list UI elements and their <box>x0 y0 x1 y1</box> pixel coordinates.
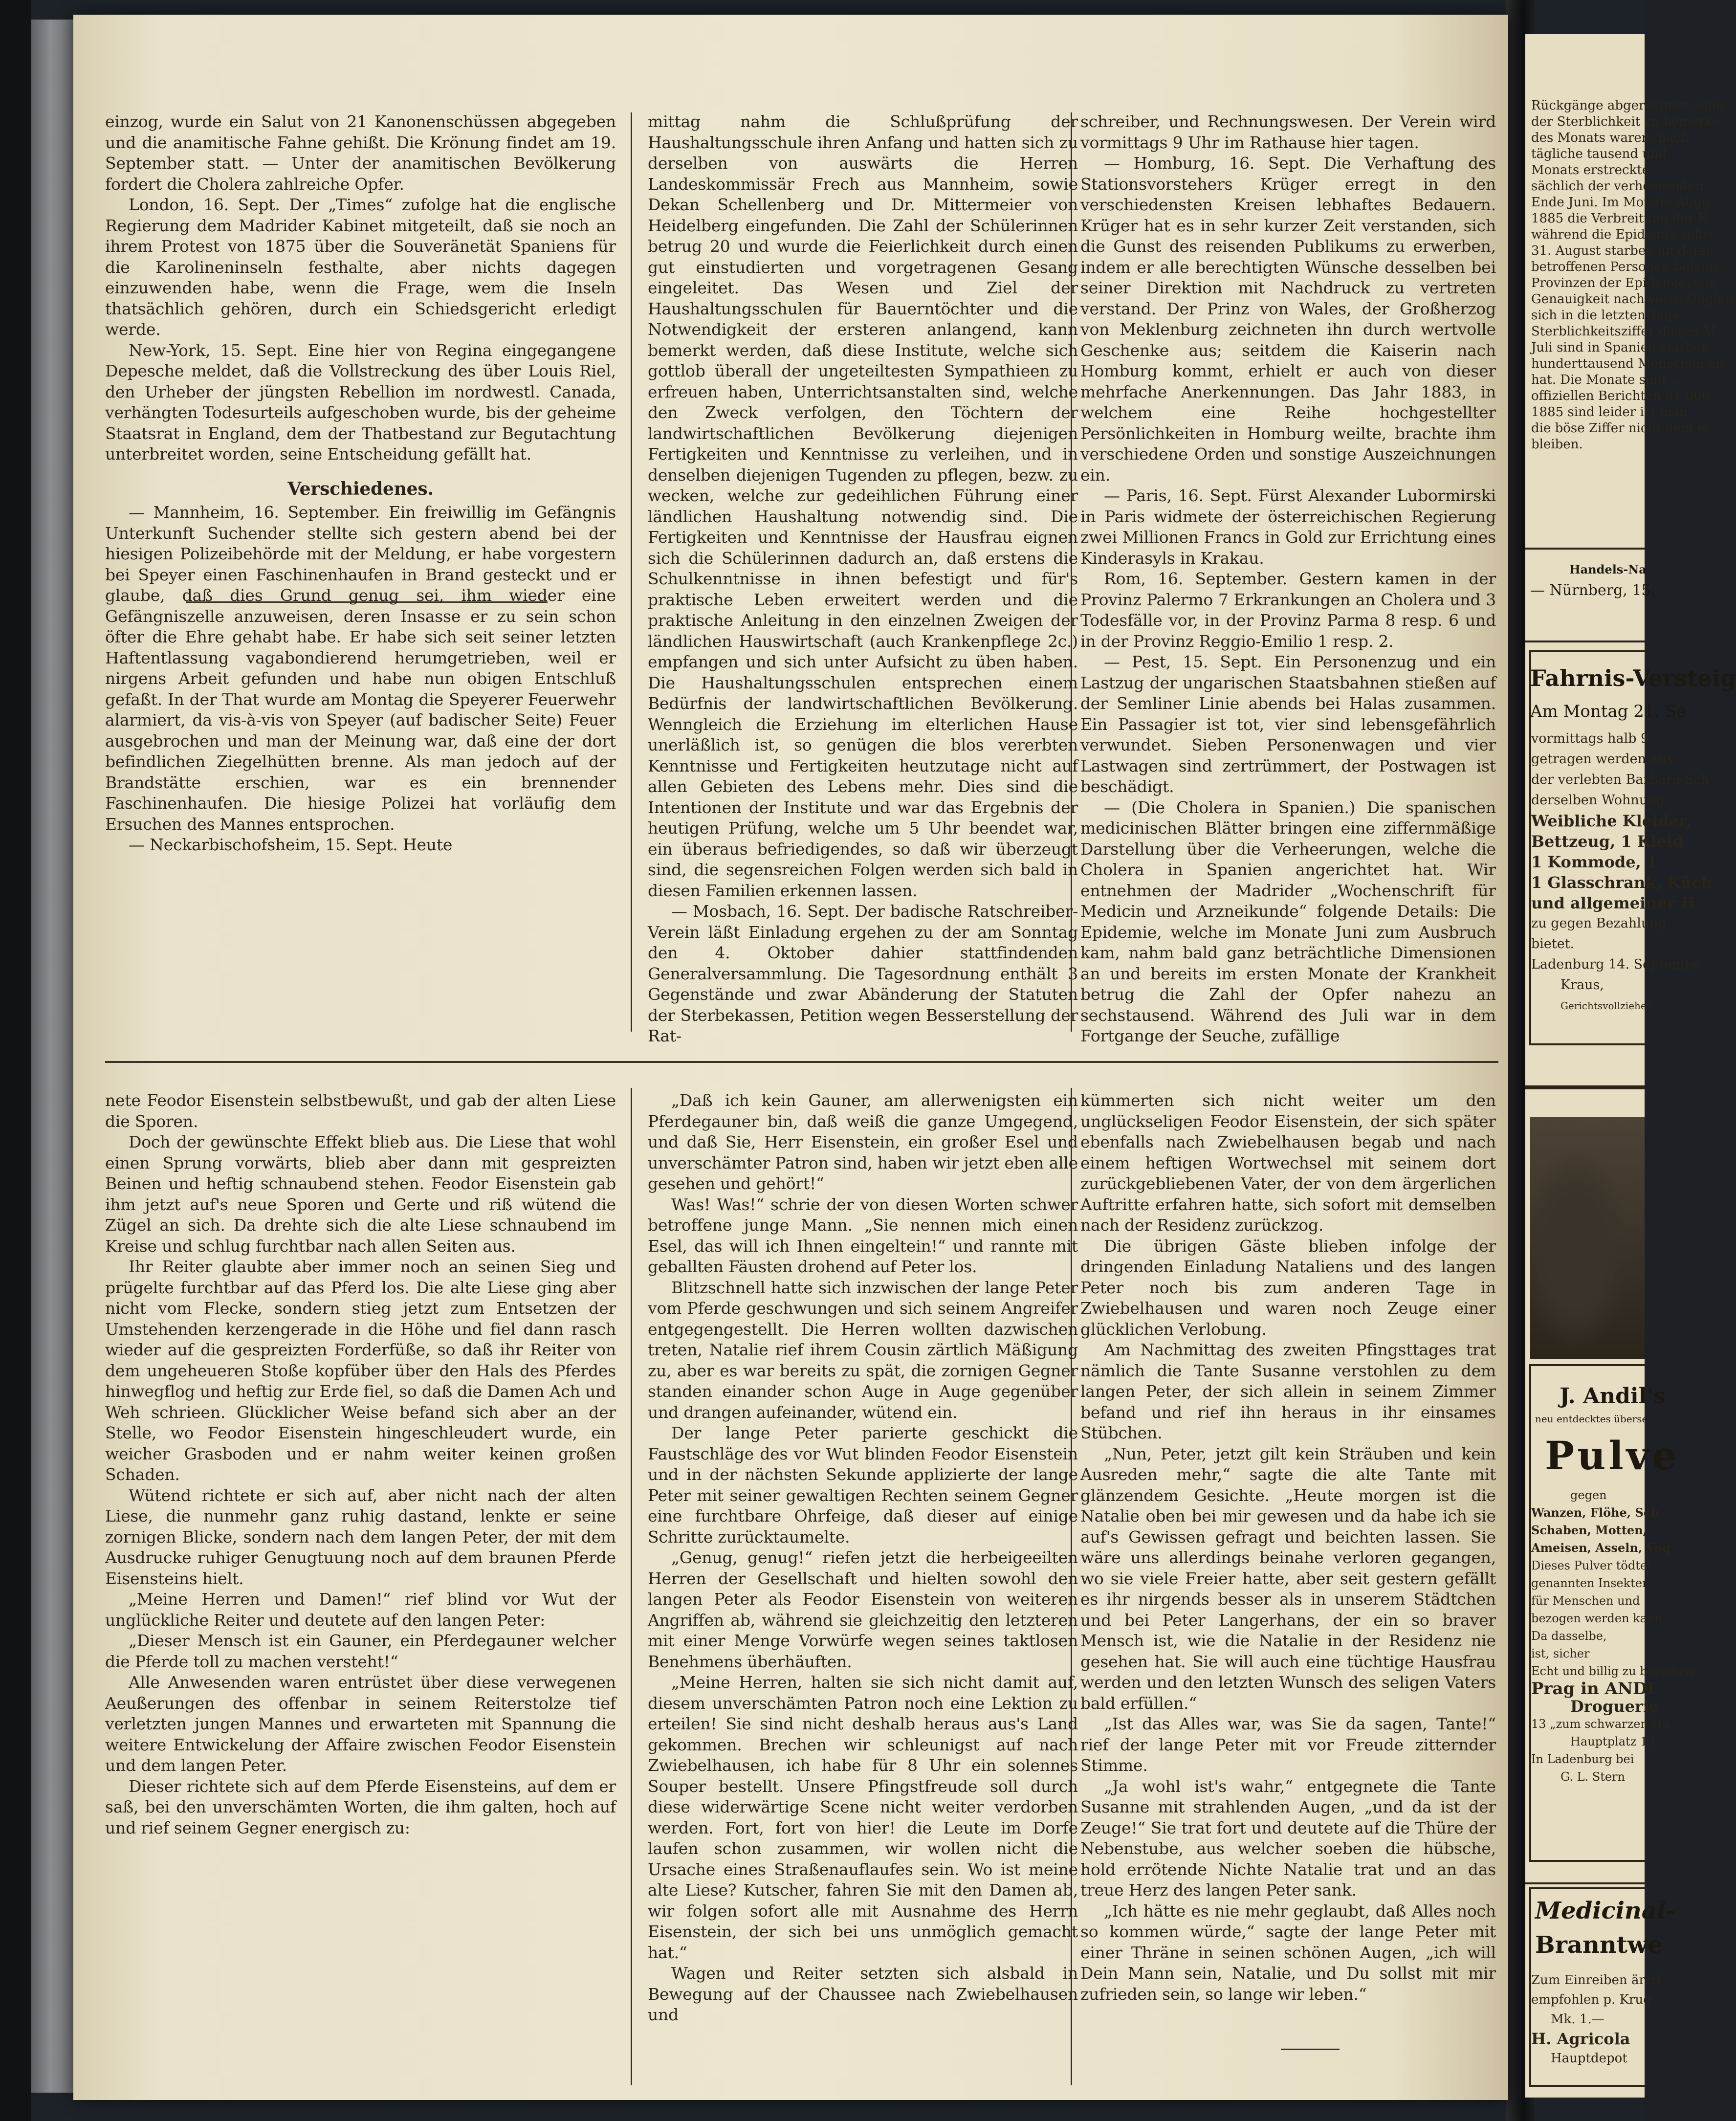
story-paragraph: „Ist das Alles war, was Sie da sagen, Tante!“ rief der lange Peter mit vor Freude zitternder Stimme. <box>1080 1714 1496 1775</box>
story-paragraph: „Ich hätte es nie mehr geglaubt, daß Alles noch so kommen würde,“ sagte der lange Peter mit einer Thräne in seinen schönen Augen, „ich will Dein Mann sein, Natalie, und Du sollst mit mir zufrieden sein, so lange wir leben.“ <box>1080 1901 1496 2004</box>
feuilleton-column-2 <box>648 1090 1078 2078</box>
medicinal-advert-text: Zum Einreiben ärztl empfohlen p. Krug Mk. 1.— H. Agricola Hauptdepot <box>1531 1973 1661 2066</box>
article-ratschreiber-cont: schreiber, und Rechnungswesen. Der Verein wird vormittags 9 Uhr im Rathause hier tagen. <box>1080 112 1496 152</box>
branntwein-heading: Branntwe <box>1535 1931 1663 1959</box>
handels-heading: Handels-Na <box>1569 562 1647 576</box>
story-paragraph: „Meine Herren, halten sie sich nicht damit auf, diesem unverschämten Patron noch eine Lektion zu erteilen! Sie sind nicht deshalb heraus aus's Land gekommen. Brechen wir schleunigst auf nach Zwiebelhausen, ich habe für 8 Uhr ein solennes Souper bestellt. Unsere Pfingstfreude soll durch diese widerwärtige Scene nicht weiter verdorben werden. Fort, fort von hier! die Leute im Dorfe laufen schon zusammen, wir wollen nicht die Ursache eines Straßenauflaufes sein. Wo ist meine alte Liese? Kutscher, fahren Sie mit den Damen ab, wir folgen sofort alle mit Ausnahme des Herrn Eisenstein, der sich bei uns unmöglich gemacht hat.“ <box>648 1673 1078 1962</box>
story-paragraph: „Dieser Mensch ist ein Gauner, ein Pferdegauner welcher die Pferde toll zu machen versteht!“ <box>105 1631 616 1671</box>
story-paragraph: kümmerten sich nicht weiter um den unglückseligen Feodor Eisenstein, der sich später ebenfalls nach Zwiebelhausen begab und nach einem heftigen Wortwechsel mit seinem dort zurückgebliebenen Vater, der von dem ärgerlichen Auftritte erfahren hatte, sich sofort mit demselben nach der Residenz zurückzog. <box>1080 1091 1496 1235</box>
story-paragraph: „Nun, Peter, jetzt gilt kein Sträuben und kein Ausreden mehr,“ sagte die alte Tante mit glänzendem Gesichte. „Heute morgen ist die Natalie oben bei mir gewesen und da habe ich sie auf's Gewissen gefragt und beichten lassen. Sie wäre uns allerdings beinahe verloren gegangen, wo sie viele Freier hatte, aber seit gestern gefällt es ihr nirgends besser als in unserem Städtchen und bei Peter Langerhans, der ein so braver Mensch ist, wie die Natalie in der Residenz nie gesehen hat. Sie will auch eine tüchtige Hausfrau werden und den letzten Wunsch des seligen Vaters bald erfüllen.“ <box>1080 1444 1496 1713</box>
story-paragraph: Doch der gewünschte Effekt blieb aus. Die Liese that wohl einen Sprung vorwärts, blieb aber dann mit gespreizten Beinen und heftig schnaubend stehen. Feodor Eisenstein gab ihm jetzt auf's neue Sporen und Gerte und riß wütend die Zügel an sich. Da drehte sich die alte Liese schnaubend im Kreise und schlug furchtbar nach allen Seiten aus. <box>105 1132 616 1256</box>
article-cholera-spanien: — (Die Cholera in Spanien.) Die spanischen medicinischen Blätter bringen eine ziffernmäßige Darstellung über die Verheerungen, welche die Cholera in Spanien angerichtet hat. Wir entnehmen der Madrider „Wochenschrift für Medicin und Arzneikunde“ folgende Details: Die Epidemie, welche im Monate Juni zum Ausbruch kam, nahm bald ganz beträchtliche Dimensionen an und bereits im ersten Monate der Krankheit betrug die Zahl der Opfer nahezu an sechstausend. Während des Juli war in dem Fortgange der Seuche, zufällige <box>1080 797 1496 1045</box>
story-paragraph: Wagen und Reiter setzten sich alsbald in Bewegung auf der Chaussee nach Zwiebelhausen und <box>648 1964 1078 2024</box>
nuernberg-line: — Nürnberg, 15. <box>1530 582 1656 599</box>
article-neckarbischofsheim: — Neckarbischofsheim, 15. Sept. Heute <box>129 835 453 854</box>
news-column-3 <box>1080 111 1496 1047</box>
andil-brand: J. Andil's <box>1560 1384 1666 1409</box>
story-paragraph: „Ja wohl ist's wahr,“ entgegnete die Tante Susanne mit strahlenden Augen, „und da ist der Zeuge!“ Sie trat fort und deutete auf die Thüre der Nebenstube, aus welcher soeben die hübsche, hold errötende Nichte Natalie trat und an das treue Herz des langen Peter sank. <box>1080 1776 1496 1900</box>
article-paris: — Paris, 16. Sept. Fürst Alexander Lubormirski in Paris widmete der österreichischen Regierung zwei Millionen Francs in Gold zur Errichtung eines Kinderasyls in Krakau. <box>1080 486 1496 568</box>
facing-rule <box>1525 1882 1645 1884</box>
feuilleton-column-1 <box>105 1090 616 2078</box>
story-paragraph: Blitzschnell hatte sich inzwischen der lange Peter vom Pferde geschwungen und sich seinem Angreifer entgegengestellt. Die Herren wollten dazwischen treten, Natalie rief ihrem Cousin zärtlich Mäßigung zu, aber es war bereits zu spät, die zornigen Gegner standen einander schon Auge in Auge gegenüber und drangen aufeinander, wütend ein. <box>648 1278 1078 1422</box>
facing-rule <box>1525 1085 1645 1089</box>
auction-items: vormittags halb 9 getragen werden aus der verlebten Barbara Sch derselben Wohnung: Weibliche Kleider, Bettzeug, 1 Kleid 1 Kommode, 1 1 Glasschrank, Küch und allgemeiner H zu gegen Bezahlung bietet. Ladenburg 14. Septembe Kraus, Gerichtsvollzieher <box>1531 731 1713 1012</box>
story-paragraph: Alle Anwesenden waren entrüstet über diese verwegenen Aeußerungen des offenbar in seinem Reiterstolze tief verletzten jungen Mannes und erwarteten mit Spannung die weitere Entwickelung der Affaire zwischen Feodor Eisenstein und dem langen Peter. <box>105 1673 616 1775</box>
story-paragraph: Wütend richtete er sich auf, aber nicht nach der alten Liese, die nunmehr ganz ruhig dastand, lenkte er seine zornigen Blicke, sondern nach dem langen Peter, der mit dem Ausdrucke ruhiger Genugtuung noch auf dem braunen Pferde Eisensteins hielt. <box>105 1485 616 1588</box>
story-paragraph: nete Feodor Eisenstein selbstbewußt, und gab der alten Liese die Sporen. <box>105 1091 616 1131</box>
feuilleton-separator <box>105 1061 1498 1063</box>
news-column-2 <box>648 111 1078 1047</box>
advert-illustration <box>1530 1117 1645 1359</box>
article-pest: — Pest, 15. Sept. Ein Personenzug und ein Lastzug der ungarischen Staatsbahnen stießen auf der Semliner Linie abends bei Halas zusammen. Ein Passagier ist tot, vier sind lebensgefährlich verwundet. Sieben Personenwagen und vier Lastwagen sind zertrümmert, der Postwagen ist beschädigt. <box>1080 652 1496 796</box>
end-of-story-rule <box>1281 2049 1340 2050</box>
facing-page <box>1525 34 1736 2098</box>
article-anam-cholera: einzog, wurde ein Salut von 21 Kanonenschüssen abgegeben und die anamitische Fahne gehißt. Die Krönung findet am 19. September statt. — Unter der anamitischen Bevölkerung fordert die Cholera zahlreiche Opfer. <box>105 112 616 194</box>
pulver-heading: Pulve <box>1545 1433 1680 1479</box>
story-paragraph: Ihr Reiter glaubte aber immer noch an seinen Sieg und prügelte furchtbar auf das Pferd los. Die alte Liese ging aber nicht vom Flecke, sondern stieg jetzt zum Entsetzen der Umstehenden kerzengerade in die Höhe und fiel dann rasch wieder auf die gespreizten Forderfüße, so daß ihr Reiter von dem ungeheueren Stoße kopfüber über den Hals des Pferdes hinwegflog und heftig zur Erde fiel, so daß die Damen Ach und Weh schrieen. Glücklicher Weise befand sich aber an der Stelle, wo Feodor Eisenstein hingeschleudert wurde, ein weicher Grasboden und er nahm weiter keinen großen Schaden. <box>105 1257 616 1484</box>
story-paragraph: Dieser richtete sich auf dem Pferde Eisensteins, auf dem er saß, bei den unverschämten Worten, die ihm galten, hoch auf und rief seinem Gegner energisch zu: <box>105 1776 616 1837</box>
story-paragraph: Am Nachmittag des zweiten Pfingsttages trat nämlich die Tante Susanne verstohlen zu dem langen Peter, der sich allein in seinem Zimmer befand und rief ihn heraus in ihr einsames Stübchen. <box>1080 1340 1496 1442</box>
article-mosbach: — Mosbach, 16. Sept. Der badische Ratschreiber-Verein läßt Einladung ergehen zu der am Sonntag den 4. Oktober dahier stattfindenden Generalversammlung. Die Tagesordnung enthält 3 Gegenstände und zwar Abänderung der Statuten der Sterbekassen, Petition wegen Besserstellung der Rat- <box>648 902 1078 1045</box>
article-london: London, 16. Sept. Der „Times“ zufolge hat die englische Regierung dem Madrider Kabinet mitgeteilt, daß sie noch an ihrem Protest von 1875 über die Souveränetät Spaniens für die Karolineninseln festhalte, aber nichts dagegen einzuwenden habe, wenn die Frage, wem die Inseln thatsächlich gehören, durch ein Schiedsgericht erledigt werde. <box>105 195 616 339</box>
feuilleton-column-3 <box>1080 1090 1496 2044</box>
story-paragraph: „Genug, genug!“ riefen jetzt die herbeigeeilten Herren der Gesellschaft und hielten sowohl den langen Peter als Feodor Eisenstein von weiteren Angriffen ab, während sie gleichzeitig den letzteren mit einer Menge Vorwürfe wegen seines taktlosen Benehmens überhäuften. <box>648 1548 1078 1671</box>
article-new-york: New-York, 15. Sept. Eine hier von Regina eingegangene Depesche meldet, daß die Vollstreckung des über Louis Riel, den Urheber der jüngsten Rebellion im nordwestl. Canada, verhängten Todesurteils aufgeschoben wurde, bis der geheime Staatsrat in England, dem der Thatbestand zur Begutachtung unterbreitet worden, seine Entscheidung gefällt hat. <box>105 340 616 464</box>
auction-heading: Fahrnis-Versteig <box>1530 665 1736 691</box>
article-haushaltungsschule: mittag nahm die Schlußprüfung der Haushaltungsschule ihren Anfang und hatten sich zu derselben von auswärts die Herren Landeskommissär Frech aus Mannheim, sowie Dekan Schellenberg und Dr. Mittermeier von Heidelberg eingefunden. Die Zahl der Schülerinnen betrug 20 und wurde die Feierlichkeit durch einen gut einstudierten und vorgetragenen Gesang eingeleitet. Das Wesen und Ziel der Haushaltungsschulen für Bauerntöchter und die Notwendigkeit der ersteren anlangend, kann bemerkt werden, daß diese Institute, welche sich gottlob überall der ungeteiltesten Sympathieen zu erfreuen haben, Unterrichtsanstalten sind, welche den Zweck verfolgen, den Töchtern der landwirtschaftlichen Bevölkerung diejenigen Fertigkeiten und Kenntnisse zu verleihen, und in denselben diejenigen Tugenden zu pflegen, bezw. zu wecken, welche zur gedeihlichen Führung einer ländlichen Haushaltung notwendig sind. Die Fertigkeiten und Kenntnisse der Hausfrau eignen sich die Schülerinnen dadurch an, daß erstens die Schulkenntnisse in ihnen befestigt und für's praktische Leben erweitert werden und die praktische Anleitung in den einzelnen Zweigen der ländlichen Hauswirtschaft (auch Krankenpflege 2c.) empfangen und sich unter Aufsicht zu üben haben. Die Haushaltungsschulen entsprechen einem Bedürfnis der landwirtschaftlichen Bevölkerung. Wenngleich die Erziehung im elterlichen Hause unerläßlich ist, so genügen die blos vererbten Kenntnisse und Fertigkeiten heutzutage nicht auf allen Gebieten des Lebens mehr. Dies sind die Intentionen der Institute und war das Ergebnis der heutigen Prüfung, welche um 5 Uhr beendet war, ein überaus befriedigendes, so daß wir überzeugt sind, die segensreichen Folgen werden sich bald in diesen Familien erkennen lassen. <box>648 112 1078 900</box>
facing-page-article: Rückgänge abgerechnet, eine der Sterblichkeit zu bemerke des Monats waren, nach tägliche tausend und Monats erstreckte sächlich der verheerenden Ende Juni. Im Monate Augu 1885 die Verbreitung der K während die Epidemie selbs 31. August starben an derse betroffenen Personen belaufe Provinzen der Epidemie, wie Genauigkeit nachweist. Obgleic sich in die letzten Tage Sterblichkeitsziffer dieses M Juli sind in Spanien starben hunderttausend Menschen an hat. Die Monate sind ... offiziellen Berichten 81 000 1885 sind leider ist man die böse Ziffer nicht dem w bleiben. <box>1531 98 1736 452</box>
facing-rule <box>1525 548 1645 550</box>
andil-subtitle: neu entdecktes überse <box>1535 1413 1648 1425</box>
column-rule <box>631 1088 632 2085</box>
story-paragraph: „Daß ich kein Gauner, am allerwenigsten ein Pferdegauner bin, daß weiß die ganze Umgegend, und daß Sie, Herr Eisenstein, ein großer Esel und unverschämter Patron sind, haben wir jetzt eben alle gesehen und gehört!“ <box>648 1091 1078 1193</box>
story-paragraph: „Meine Herren und Damen!“ rief blind vor Wut der unglückliche Reiter und deutete auf den langen Peter: <box>105 1590 616 1630</box>
book-spine <box>0 0 31 2121</box>
section-heading-verschiedenes: Verschiedenes. <box>287 478 434 499</box>
story-paragraph: Der lange Peter parierte geschickt die Faustschläge des vor Wut blinden Feodor Eisenstein und in der nächsten Sekunde applizierte der lange Peter mit seiner gewaltigen Rechten seinem Gegner eine furchtbare Ohrfeige, daß dieser auf einige Schritte zurücktaumelte. <box>648 1423 1078 1547</box>
article-mannheim: — Mannheim, 16. September. Ein freiwillig im Gefängnis Unterkunft Suchender stellte sich gestern abend bei der hiesigen Polizeibehörde mit der Meldung, er habe vorgestern bei Speyer einen Faschinenhaufen in Brand gesteckt und er glaube, daß dies Grund genug sei, ihm wieder eine Gefängniszelle anzuweisen, deren Insasse er zu sein schon öfter die Ehre gehabt habe. Er habe sich seit seiner letzten Haftentlassung vagabondierend herumgetrieben, weil er nirgens Arbeit gefunden und habe nun obigen Entschluß gefaßt. In der That wurde am Montag die Speyerer Feuerwehr alarmiert, da vis-à-vis von Speyer (auf badischer Seite) Feuer ausgebrochen und man der Meinung war, daß eine der dort befindlichen Ziegelhütten brenne. Als man jedoch auf der Brandstätte erschien, war es ein brennender Faschinenhaufen. Die hiesige Polizei hat vorläufig dem Ersuchen des Mannes entsprochen. <box>105 503 616 834</box>
article-homburg: — Homburg, 16. Sept. Die Verhaftung des Stationsvorstehers Krüger erregt in den verschiedensten Kreisen lebhaftes Bedauern. Krüger hat es in sehr kurzer Zeit verstanden, sich die Gunst des reisenden Publikums zu erwerben, indem er alle berechtigten Wünsche desselben bei seiner Direktion mit Nachdruck zu vertreten verstand. Der Prinz von Wales, der Großherzog von Meklenburg zeichneten ihn durch wertvolle Geschenke aus; seitdem die Kaiserin nach Homburg kommt, erhielt er auch von dieser mehrfache Anerkennungen. Das Jahr 1883, in welchem eine Reihe hochgestellter Persönlichkeiten in Homburg weilte, brachte ihm verschiedene Orden und sonstige Auszeichnungen ein. <box>1080 154 1496 485</box>
auction-date: Am Montag 21. Se <box>1530 702 1687 721</box>
article-rom: Rom, 16. September. Gestern kamen in der Provinz Palermo 7 Erkrankungen an Cholera und 3 Todesfälle vor, in der Provinz Parma 8 resp. 6 und in der Provinz Reggio-Emilio 1 resp. 2. <box>1080 569 1496 651</box>
story-paragraph: Was! Was!“ schrie der von diesen Worten schwer betroffene junge Mann. „Sie nennen mich einen Esel, das will ich Ihnen eingeltein!“ und rannte mit geballten Fäusten drohend auf Peter los. <box>648 1194 1078 1276</box>
news-column-1 <box>105 111 616 856</box>
medicinal-heading: Medicinal- <box>1535 1897 1676 1924</box>
binding-edge <box>31 20 74 2093</box>
andil-advert-text: gegen Wanzen, Flöhe, Sch Schaben, Motten, Ameisen, Asseln, Vog Dieses Pulver tödtet genannten Insekten für Menschen und bezogen werden kann Da dasselbe, ist, sicher Echt und billig zu beziehen Prag in ANDI Droguerie 13 „zum schwarzen Ha Hauptplatz 13 In Ladenburg bei G. L. Stern <box>1531 1488 1693 1784</box>
facing-rule <box>1525 641 1645 642</box>
story-paragraph: Die übrigen Gäste blieben infolge der dringenden Einladung Nataliens und des langen Peter noch bis zum anderen Tage in Zwiebelhausen und waren noch Zeuge einer glücklichen Verlobung. <box>1080 1236 1496 1339</box>
column-rule <box>631 112 632 1032</box>
